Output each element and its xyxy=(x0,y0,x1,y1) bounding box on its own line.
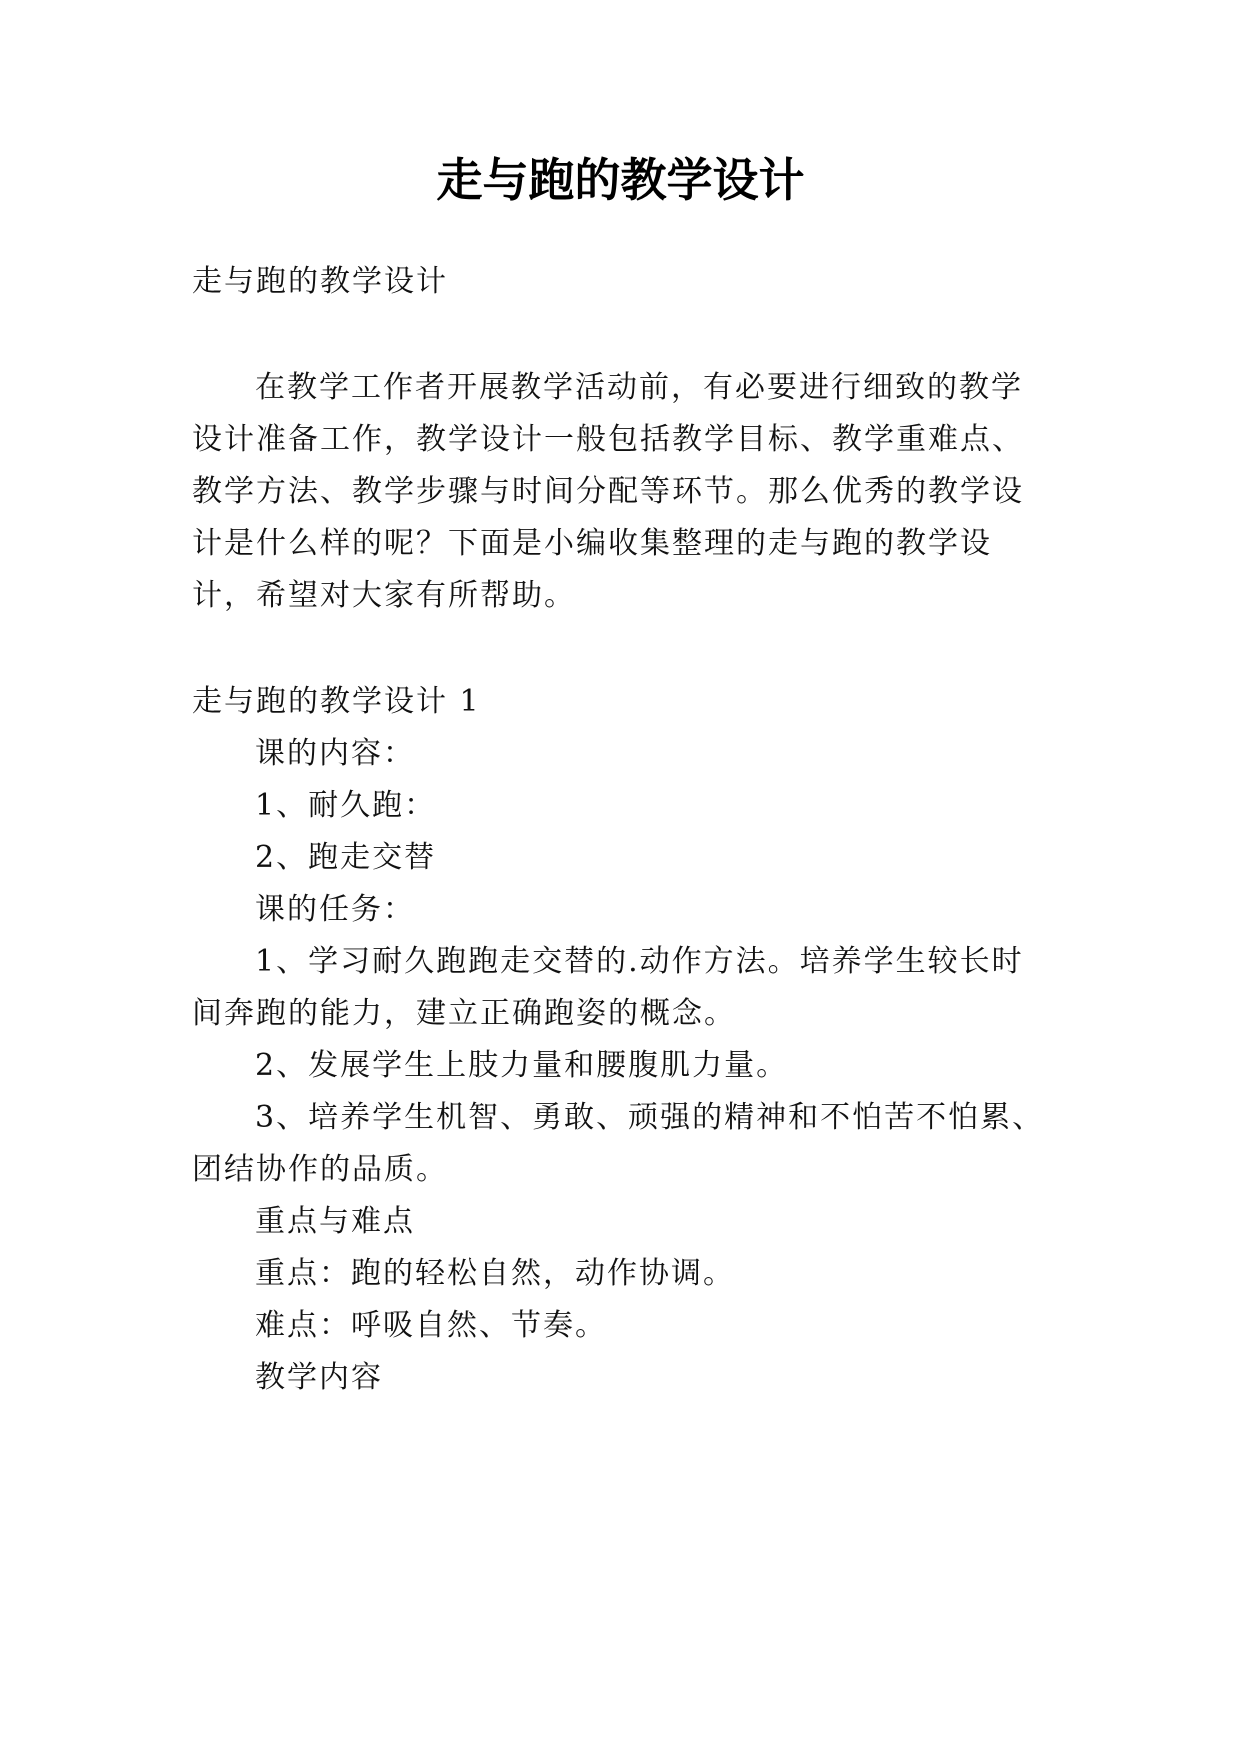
intro-line: 教学方法、教学步骤与时间分配等环节。那么优秀的教学设 xyxy=(192,474,1024,509)
intro-line: 计，希望对大家有所帮助。 xyxy=(192,578,576,613)
task-label: 课的任务： xyxy=(255,892,415,927)
subtitle: 走与跑的教学设计 xyxy=(192,264,448,299)
intro-line: 在教学工作者开展教学活动前，有必要进行细致的教学 xyxy=(255,370,1023,405)
document-title: 走与跑的教学设计 xyxy=(436,153,805,207)
task-line: 3、培养学生机智、勇敢、顽强的精神和不怕苦不怕累、 xyxy=(255,1100,1045,1135)
task-line: 1、学习耐久跑跑走交替的.动作方法。培养学生较长时 xyxy=(255,944,1024,979)
task-line: 团结协作的品质。 xyxy=(192,1152,448,1187)
content-item: 2、跑走交替 xyxy=(255,840,437,875)
content-item: 1、耐久跑： xyxy=(255,788,437,823)
intro-line: 设计准备工作，教学设计一般包括教学目标、教学重难点、 xyxy=(192,422,1024,457)
task-line: 间奔跑的能力，建立正确跑姿的概念。 xyxy=(192,996,736,1031)
difficulty: 难点：呼吸自然、节奏。 xyxy=(255,1308,607,1343)
content-label: 课的内容： xyxy=(255,736,415,771)
teaching-content-label: 教学内容 xyxy=(255,1360,383,1395)
section-heading: 走与跑的教学设计 1 xyxy=(192,684,481,719)
task-line: 2、发展学生上肢力量和腰腹肌力量。 xyxy=(255,1048,789,1083)
key-label: 重点与难点 xyxy=(255,1204,415,1239)
key-point: 重点：跑的轻松自然，动作协调。 xyxy=(255,1256,735,1291)
intro-line: 计是什么样的呢？下面是小编收集整理的走与跑的教学设 xyxy=(192,526,992,561)
